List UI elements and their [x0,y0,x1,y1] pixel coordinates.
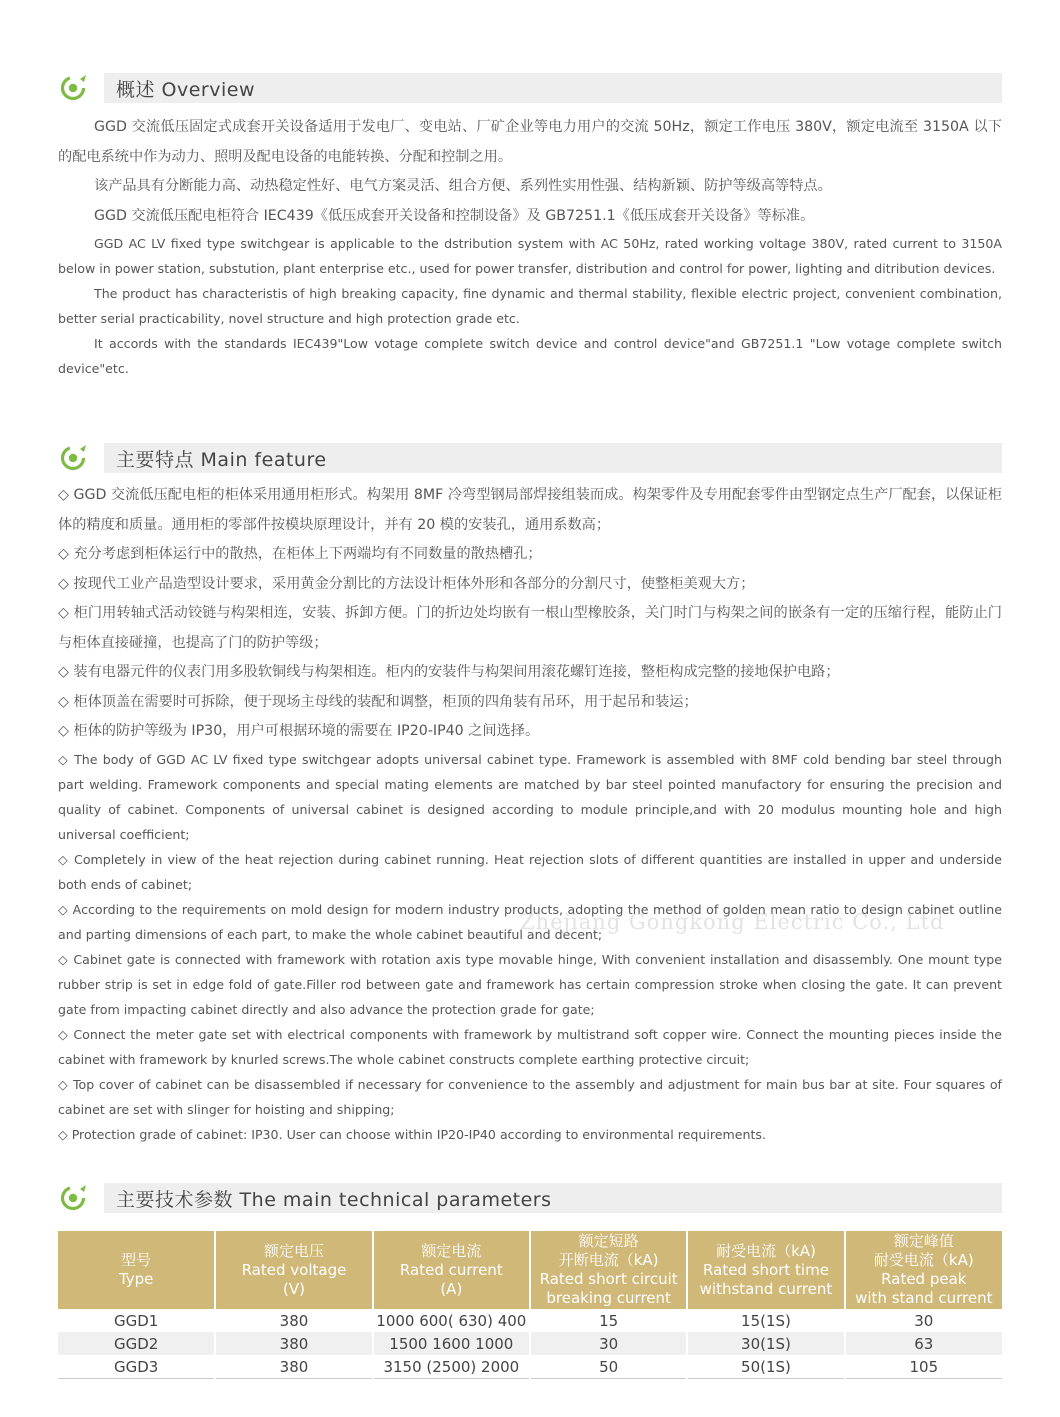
column-header-peak-current [845,1231,1002,1309]
header-line: Rated current [399,1260,503,1279]
cell-withstand: 50(1S) [687,1355,844,1379]
cell-breaking: 30 [530,1332,687,1355]
table-row [58,1309,1002,1332]
header-line: withstand current [699,1279,833,1298]
feature-header [58,443,1002,473]
leaf-logo-icon [58,443,88,473]
column-header-withstand-current [687,1231,844,1309]
cell-peak: 30 [845,1309,1002,1332]
cell-voltage: 380 [215,1309,372,1332]
header-line: Rated peak [881,1270,967,1288]
feature-en-item: ◇ The body of GGD AC LV fixed type switchgear adopts universal cabinet type. Framework is assembled with 8MF cold bending bar steel through part welding. Framework components and special mating elements are matched by bar steel pointed manufactory for ensuring the precision and quality of cabinet. Components of universal cabinet is designed according to module principle,and with 20 modulus mounting hole and high universal coefficient; [58,751,1002,842]
table-row [58,1332,1002,1355]
feature-cn-item: ◇ GGD 交流低压配电柜的柜体采用通用柜形式。构架用 8MF 冷弯型钢局部焊接组装而成。构架零件及专用配套零件由型钢定点生产厂配套，以保证柜体的精度和质量。通用柜的零部件按模块原理设计，并有 20 模的安装孔，通用系数高； [58,487,1002,533]
feature-cn-item: ◇ 充分考虑到柜体运行中的散热，在柜体上下两端均有不同数量的散热槽孔； [58,546,542,562]
overview-en-paragraph-2: The product has characteristis of high breaking capacity, fine dynamic and thermal stability, flexible electric project, convenient combination, better serial practicability, novel structure and high protection grade etc. [58,286,1002,326]
cell-current: 3150 (2500) 2000 [373,1355,530,1379]
overview-cn-paragraph-2: 该产品具有分断能力高、动热稳定性好、电气方案灵活、组合方便、系列性实用性强、结构新颖、防护等级高等特点。 [94,178,832,194]
leaf-logo-icon [58,1183,88,1213]
overview-heading: 概述 Overview [104,73,1002,103]
feature-cn-item: ◇ 按现代工业产品造型设计要求，采用黄金分割比的方法设计柜体外形和各部分的分割尺寸，使整柜美观大方； [58,575,755,592]
params-section [58,1183,1002,1379]
header-line: Rated voltage [241,1260,347,1279]
header-line: 额定电流 [421,1241,482,1260]
header-line: Rated short time [703,1260,829,1279]
feature-cn-item: ◇ 柜体的防护等级为 IP30，用户可根据环境的需要在 IP20-IP40 之间选择。 [58,723,540,739]
cell-current: 1500 1600 1000 [373,1332,530,1355]
overview-cn-paragraph-1: GGD 交流低压固定式成套开关设备适用于发电厂、变电站、厂矿企业等电力用户的交流 50Hz，额定工作电压 380V，额定电流至 3150A 以下的配电系统中作为动力、照明及配电设备的电能转换、分配和控制之用。 [58,119,1002,165]
cell-withstand: 15(1S) [687,1309,844,1332]
cell-current: 1000 600( 630) 400 [373,1309,530,1332]
column-header-rated-current [373,1231,530,1309]
overview-en-paragraph-3: It accords with the standards IEC439"Low votage complete switch device and control device"and GB7251.1 "Low votage complete switch device"etc. [58,336,1002,376]
cell-peak: 63 [845,1332,1002,1355]
cell-breaking: 15 [530,1309,687,1332]
table-row [58,1355,1002,1379]
feature-en-item: ◇ Connect the meter gate set with electrical components with framework by multistrand soft copper wire. Connect the mounting pieces inside the cabinet with framework by knurled screws.The whole cabinet constructs complete earthing protective circuit; [58,1026,1002,1067]
cell-voltage: 380 [215,1332,372,1355]
feature-en-item: ◇ Completely in view of the heat rejection during cabinet running. Heat rejection slots of different quantities are installed in upper and underside both ends of cabinet; [58,851,1002,892]
feature-section [58,443,1002,1147]
cell-breaking: 50 [530,1355,687,1379]
header-line: 额定电压 [263,1241,324,1260]
cell-peak: 105 [845,1355,1002,1379]
feature-cn-item: ◇ 柜门用转轴式活动铰链与构架相连，安装、拆卸方便。门的折边处均嵌有一根山型橡胶条，关门时门与构架之间的嵌条有一定的压缩行程，能防止门与柜体直接碰撞，也提高了门的防护等级； [58,605,1002,651]
feature-cn-item: ◇ 装有电器元件的仪表门用多股软铜线与构架相连。柜内的安装件与构架间用滚花螺钉连接，整柜构成完整的接地保护电路； [58,664,840,680]
table-header-row [58,1231,1002,1309]
header-line: 型号 [121,1251,152,1269]
feature-en-item: ◇ According to the requirements on mold design for modern industry products, adopting the method of golden mean ratio to design cabinet outline and parting dimensions of each part, to make the whole cabinet beautiful and decent; [58,901,1002,942]
header-line: breaking current [546,1289,671,1307]
feature-body [58,481,1002,1147]
feature-en-item: ◇ Protection grade of cabinet: IP30. User can choose within IP20-IP40 according to environmental requirements. [58,1126,766,1142]
header-line: Type [118,1270,154,1288]
cell-type: GGD1 [58,1309,215,1332]
cell-withstand: 30(1S) [687,1332,844,1355]
column-header-rated-voltage [215,1231,372,1309]
overview-body [58,113,1002,381]
cell-type: GGD3 [58,1355,215,1379]
company-watermark: Zhejiang Gongkong Electric Co., Ltd [520,910,945,934]
header-line: 额定峰值 [893,1232,954,1250]
cell-type: GGD2 [58,1332,215,1355]
feature-en-item: ◇ Top cover of cabinet can be disassembled if necessary for convenience to the assembly and adjustment for main bus bar at site. Four squares of cabinet are set with slinger for hoisting and shipping; [58,1076,1002,1117]
column-header-breaking-current [530,1231,687,1309]
header-line: 耐受电流（kA) [716,1241,816,1260]
header-line: 额定短路 [578,1232,639,1250]
overview-header [58,73,1002,103]
overview-cn-paragraph-3: GGD 交流低压配电柜符合 IEC439《低压成套开关设备和控制设备》及 GB7251.1《低压成套开关设备》等标准。 [94,207,815,224]
params-heading: 主要技术参数 The main technical parameters [104,1183,1002,1213]
leaf-logo-icon [58,73,88,103]
params-header [58,1183,1002,1213]
feature-cn-item: ◇ 柜体顶盖在需要时可拆除，便于现场主母线的装配和调整，柜顶的四角装有吊环，用于起吊和装运； [58,693,698,710]
header-line: 开断电流（kA) [558,1251,659,1269]
header-line: 耐受电流（kA) [873,1251,974,1269]
header-line: (A) [440,1279,463,1298]
feature-en-item: ◇ Cabinet gate is connected with framework with rotation axis type movable hinge, With convenient installation and disassembly. One mount type rubber strip is set in edge fold of gate.Filler rod between gate and framework has certain compression stroke when closing the gate. It can prevent gate from impacting cabinet directly and also advance the protection grade for gate; [58,951,1002,1017]
cell-voltage: 380 [215,1355,372,1379]
header-line: with stand current [855,1289,993,1307]
feature-heading: 主要特点 Main feature [104,443,1002,473]
overview-section [58,73,1002,381]
column-header-type [58,1231,215,1309]
header-line: Rated short circuit [539,1270,678,1288]
parameters-table [58,1231,1002,1379]
overview-en-paragraph-1: GGD AC LV fixed type switchgear is applicable to the dstribution system with AC 50Hz, rated working voltage 380V, rated current to 3150A below in power station, substution, plant enterprise etc., used for power transfer, distribution and control for power, lighting and ditribution devices. [58,236,1002,276]
header-line: (V) [283,1279,305,1298]
